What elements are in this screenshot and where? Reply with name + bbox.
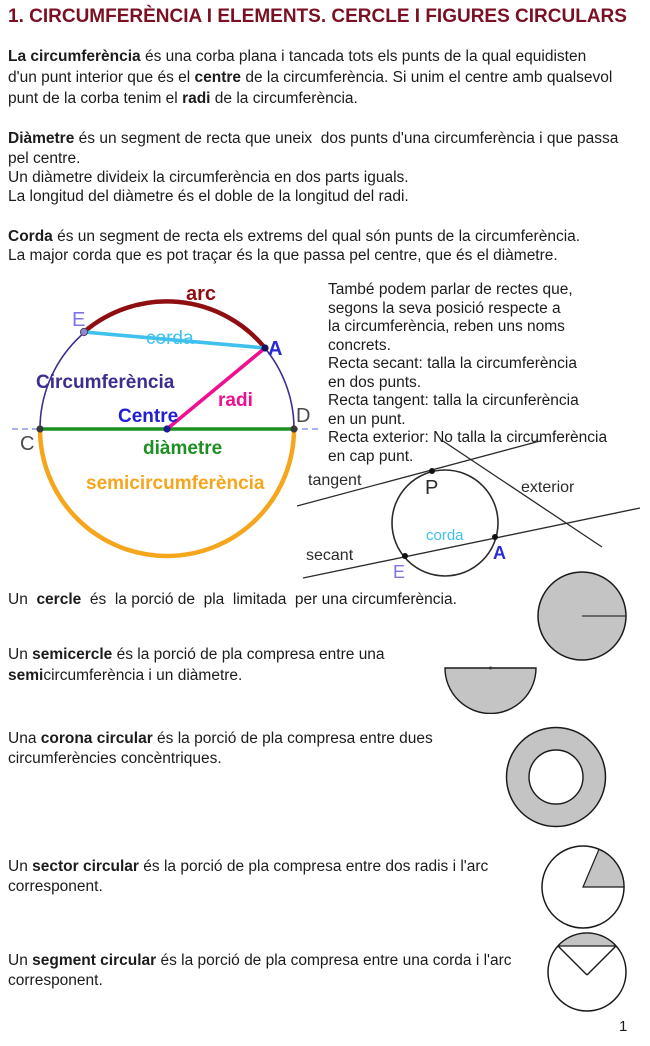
lines-position-diagram <box>295 432 650 590</box>
paragraph-line: concrets. <box>328 337 391 354</box>
label-point-e-small: E <box>393 562 406 582</box>
bold-term: radi <box>182 90 211 107</box>
label-point-e: E <box>72 309 86 331</box>
half-disk <box>445 668 536 714</box>
text-run: és la porció de pla compresa entre una <box>112 646 385 663</box>
text-run: Una <box>8 730 41 747</box>
text-run: corresponent. <box>8 972 103 989</box>
secant-point-a-dot <box>492 534 498 540</box>
text-run: és la porció de pla compresa entre una corda i l'arc <box>156 952 512 969</box>
paragraph-line: en dos punts. <box>328 374 422 391</box>
paragraph-line <box>8 646 385 664</box>
bold-term: semicercle <box>32 646 113 663</box>
paragraph-line <box>8 48 586 66</box>
paragraph-line <box>8 878 103 896</box>
radius-line <box>167 348 265 429</box>
paragraph-line: Recta tangent: talla la circunferència <box>328 392 579 409</box>
text-run: és la porció de pla limitada per una circumferència. <box>81 591 457 608</box>
bold-term: corona circular <box>40 730 153 747</box>
label-arc: arc <box>186 283 217 305</box>
text-run: Un <box>8 952 33 969</box>
paragraph-line <box>8 952 512 970</box>
small-circle-outline <box>392 470 498 576</box>
paragraph-line <box>8 228 580 246</box>
annulus-inner-circle <box>529 750 583 804</box>
sector-figure <box>540 844 628 932</box>
bold-term: sector circular <box>32 858 139 875</box>
text-run: Un <box>8 858 33 875</box>
paragraph-line <box>8 750 222 768</box>
text-run: La major corda que es pot traçar és la que passa pel centre, que és el diàmetre. <box>8 247 558 264</box>
bold-term: Corda <box>8 228 53 245</box>
bold-term: Diàmetre <box>8 130 75 147</box>
text-run: és un segment de recta que uneix dos punts d'una circumferència i que passa <box>74 130 619 147</box>
text-run: circumferències concèntriques. <box>8 750 222 767</box>
paragraph-line <box>8 150 80 168</box>
page-number: 1 <box>619 1018 628 1035</box>
paragraph-line: en un punt. <box>328 411 406 428</box>
paragraph-line: segons la seva posició respecte a <box>328 300 561 317</box>
bold-term: cercle <box>36 591 82 608</box>
label-point-p: P <box>425 477 439 499</box>
text-run: circumferència i un diàmetre. <box>43 667 243 684</box>
label-circumferencia: Circumferència <box>36 372 175 393</box>
tangency-point-dot <box>429 468 435 474</box>
semicircle-centre-dot <box>489 667 492 670</box>
point-c-dot <box>36 425 43 432</box>
label-exterior: exterior <box>521 479 575 496</box>
secant-line <box>303 508 640 578</box>
paragraph-line <box>8 90 358 108</box>
label-point-c: C <box>20 433 35 455</box>
semicercle-figure <box>443 662 543 714</box>
paragraph-line <box>8 130 618 148</box>
segment-figure <box>546 931 628 1013</box>
secant-point-e-dot <box>402 553 408 559</box>
label-radi: radi <box>218 390 253 411</box>
label-diametre: diàmetre <box>143 438 223 459</box>
text-run: és un segment de recta els extrems del qual són punts de la circumferència. <box>52 228 581 245</box>
label-semicircumferencia: semicircumferència <box>86 473 265 494</box>
paragraph-line <box>8 69 612 87</box>
corona-figure <box>505 726 607 828</box>
text-run: Un <box>8 646 33 663</box>
segment-shaded-region <box>558 933 616 946</box>
bold-term: semi <box>8 667 44 684</box>
label-centre: Centre <box>118 406 179 427</box>
paragraph-line <box>8 858 488 876</box>
label-tangent: tangent <box>308 472 362 489</box>
text-run: pel centre. <box>8 150 81 167</box>
paragraph-line <box>8 188 409 206</box>
paragraph-line: en cap punt. <box>328 448 414 465</box>
paragraph-line <box>8 730 433 748</box>
paragraph-line: Recta exterior: No talla la circumferència <box>328 429 608 446</box>
text-run: punt de la corba tenim el <box>8 90 183 107</box>
text-run: és la porció de pla compresa entre dos radis i l'arc <box>138 858 489 875</box>
label-secant: secant <box>306 547 354 564</box>
text-run: és una corba plana i tancada tots els punts de la qual equidisten <box>140 48 587 65</box>
label-point-a: A <box>268 338 283 360</box>
bold-term: segment circular <box>32 952 157 969</box>
paragraph-line: la circumferència, reben uns noms <box>328 318 565 335</box>
text-run: corresponent. <box>8 878 103 895</box>
cercle-figure <box>535 569 630 664</box>
text-run: és la porció de pla compresa entre dues <box>152 730 433 747</box>
paragraph-line <box>8 169 409 187</box>
text-run: d'un punt interior que és el <box>8 69 195 86</box>
text-run: La longitud del diàmetre és el doble de la longitud del radi. <box>8 188 409 205</box>
text-run: Un diàmetre divideix la circumferència en dos parts iguals. <box>8 169 409 186</box>
circle-elements-diagram <box>8 278 324 568</box>
bold-term: centre <box>194 69 242 86</box>
text-run: Un <box>8 591 37 608</box>
text-run: de la circumferència. <box>210 90 358 107</box>
paragraph-line: Recta secant: talla la circumferència <box>328 355 577 372</box>
paragraph-line <box>8 972 103 990</box>
bold-term: La circumferència <box>8 48 141 65</box>
paragraph-cercle <box>8 591 457 609</box>
paragraph-line <box>8 667 242 685</box>
text-run: de la circumferència. Si unim el centre amb qualsevol <box>241 69 613 86</box>
paragraph-line <box>8 247 558 265</box>
label-point-a-small: A <box>493 543 506 563</box>
label-point-d: D <box>296 405 311 427</box>
label-corda: corda <box>146 328 194 349</box>
label-corda-small: corda <box>426 527 464 544</box>
page-title: 1. CIRCUMFERÈNCIA I ELEMENTS. CERCLE I FIGURES CIRCULARS <box>8 6 627 27</box>
paragraph-line: També podem parlar de rectes que, <box>328 281 573 298</box>
